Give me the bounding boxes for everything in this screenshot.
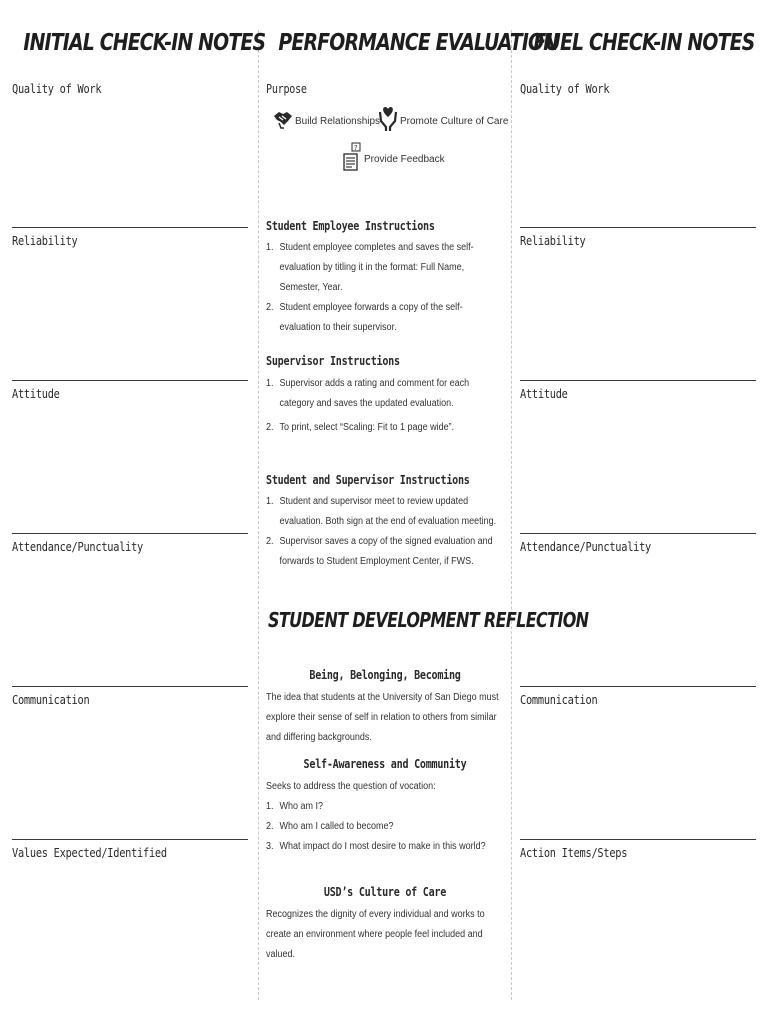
supervisor-instruction-2: 2. To print, select “Scaling: Fit to 1 page wide”.: [266, 422, 455, 433]
right-field-attitude: Attitude: [520, 387, 568, 401]
right-rule-3: [520, 533, 756, 534]
right-field-communication: Communication: [520, 693, 598, 707]
handshake-icon: [273, 108, 293, 128]
care-text: Recognizes the dignity of every individual and works to create an environment where people feel included and valued.: [266, 909, 485, 960]
joint-instruction-2: 2. Supervisor saves a copy of the signed evaluation and forwards to Student Employment Center, if FWS.: [266, 536, 493, 567]
right-field-attendance: Attendance/Punctuality: [520, 540, 652, 554]
left-field-reliability: Reliability: [12, 234, 78, 248]
care-heading: USD’s Culture of Care: [323, 885, 447, 899]
self-awareness-block: [266, 777, 502, 857]
svg-text:?: ?: [354, 144, 358, 152]
self-awareness-q2: 2. Who am I called to become?: [266, 821, 394, 832]
left-rule-2: [12, 380, 248, 381]
supervisor-instruction-1: 1. Supervisor adds a rating and comment for each category and saves the updated evaluation.: [266, 378, 470, 409]
left-field-communication: Communication: [12, 693, 90, 707]
heart-hands-icon: [378, 106, 398, 130]
purpose-item-feedback: Provide Feedback: [364, 154, 445, 165]
right-rule-5: [520, 839, 756, 840]
student-instruction-2: 2. Student employee forwards a copy of the self-evaluation to their supervisor.: [266, 302, 463, 333]
right-field-reliability: Reliability: [520, 234, 586, 248]
left-rule-3: [12, 533, 248, 534]
student-instructions-list: [266, 238, 500, 338]
right-rule-4: [520, 686, 756, 687]
left-column-title: INITIAL CHECK-IN NOTES: [23, 30, 266, 56]
purpose-item-build: Build Relationships: [295, 116, 381, 127]
being-heading: Being, Belonging, Becoming: [309, 668, 461, 682]
joint-instructions-heading: Student and Supervisor Instructions: [266, 473, 470, 487]
supervisor-instructions-heading: Supervisor Instructions: [266, 354, 400, 368]
self-awareness-q1: 1. Who am I?: [266, 801, 324, 812]
left-rule-4: [12, 686, 248, 687]
column-divider-left: [258, 30, 260, 1000]
joint-instruction-1: 1. Student and supervisor meet to review updated evaluation. Both sign at the end of evaluation meeting.: [266, 496, 497, 527]
right-rule-2: [520, 380, 756, 381]
left-field-attitude: Attitude: [12, 387, 60, 401]
left-rule-5: [12, 839, 248, 840]
left-rule-1: [12, 227, 248, 228]
self-awareness-q3: 3. What impact do I most desire to make in this world?: [266, 841, 486, 852]
joint-instructions-list: [266, 492, 500, 572]
right-field-quality: Quality of Work: [520, 82, 610, 96]
being-text: The idea that students at the University of San Diego must explore their sense of self in relation to others from similar and differing backgrounds.: [266, 692, 499, 743]
purpose-item-promote: Promote Culture of Care: [400, 116, 509, 127]
left-field-values: Values Expected/Identified: [12, 846, 167, 860]
column-divider-right: [511, 30, 513, 1000]
self-awareness-intro: Seeks to address the question of vocation:: [266, 781, 436, 792]
middle-column-title: PERFORMANCE EVALUATION: [278, 30, 559, 56]
right-column-title: FUEL CHECK-IN NOTES: [533, 30, 755, 56]
left-field-quality: Quality of Work: [12, 82, 102, 96]
right-field-action-items: Action Items/Steps: [520, 846, 628, 860]
purpose-heading: Purpose: [266, 82, 307, 96]
supervisor-instructions-list: [266, 374, 500, 438]
feedback-document-icon: [342, 142, 362, 172]
self-awareness-heading: Self-Awareness and Community: [303, 757, 467, 771]
reflection-title: STUDENT DEVELOPMENT REFLECTION: [268, 608, 589, 632]
student-instruction-1: 1. Student employee completes and saves the self-evaluation by titling it in the format: Full Name, Semester, Year.: [266, 242, 474, 293]
left-field-attendance: Attendance/Punctuality: [12, 540, 144, 554]
student-instructions-heading: Student Employee Instructions: [266, 219, 435, 233]
right-rule-1: [520, 227, 756, 228]
